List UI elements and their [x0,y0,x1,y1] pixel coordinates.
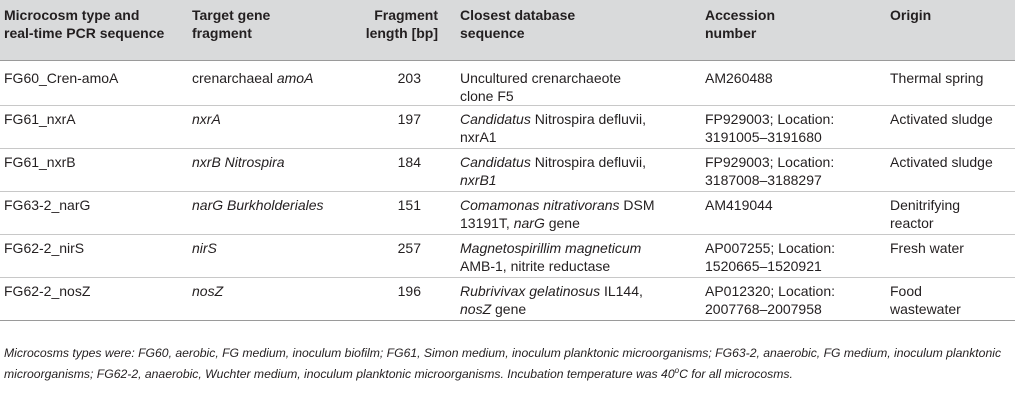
header-closest-sequence: Closest database sequence [460,7,576,41]
table-row [0,234,1015,277]
header-fragment-length: Fragment length [bp] [365,7,438,41]
header-microcosm-type: Microcosm type and real-time PCR sequence [4,7,165,41]
cell-closest: Comamonas nitrativorans DSM 13191T, narG gene [460,196,655,231]
cell-origin: Activated sludge [890,153,993,170]
cell-gene: nxrB Nitrospira [192,153,285,170]
table-footnote: Microcosms types were: FG60, aerobic, FG medium, inoculum biofilm; FG61, Simon medium, inoculum planktonic microorganisms; FG63-2, anaerobic, FG medium, inoculum planktonic microorganisms; FG62-2, anaerobic, Wuchter medium, inoculum planktonic microorganisms. Incubation temperature was 40$^o$C for all microcosms. [4,346,1002,382]
cell-accession: AP007255; Location: 1520665–1520921 [705,239,835,274]
table-row [0,191,1015,234]
cell-accession: AP012320; Location: 2007768–2007958 [705,282,835,317]
cell-length: 197 [397,110,421,127]
table-row [0,105,1015,148]
cell-type: FG62-2_nosZ [4,282,91,299]
cell-accession: FP929003; Location: 3187008–3188297 [705,153,835,188]
table-row [0,148,1015,191]
header-accession-number: Accession number [705,7,776,41]
cell-type: FG61_nxrB [4,153,76,170]
cell-gene: nosZ [192,282,224,299]
cell-origin: Denitrifying reactor [890,196,961,231]
header-target-gene: Target gene fragment [192,7,271,41]
cell-origin: Fresh water [890,239,964,256]
table-row [0,60,1015,105]
cell-closest: Candidatus Nitrospira defluvii, nxrA1 [460,110,646,145]
cell-accession: FP929003; Location: 3191005–3191680 [705,110,835,145]
cell-origin: Thermal spring [890,69,984,86]
cell-type: FG60_Cren-amoA [4,69,119,86]
cell-length: 257 [397,239,421,256]
table-row [0,277,1015,320]
cell-gene: crenarchaeal amoA [192,69,314,86]
cell-gene: nirS [192,239,217,256]
cell-accession: AM419044 [705,196,773,213]
cell-length: 151 [397,196,421,213]
header-origin: Origin [890,7,932,23]
cell-origin: Activated sludge [890,110,993,127]
cell-type: FG63-2_narG [4,196,91,213]
cell-closest: Rubrivivax gelatinosus IL144, nosZ gene [460,282,643,317]
cell-length: 203 [397,69,421,86]
cell-gene: nxrA [192,110,221,127]
cell-gene: narG Burkholderiales [192,196,324,213]
cell-length: 196 [397,282,421,299]
cell-length: 184 [397,153,421,170]
cell-origin: Food wastewater [890,282,961,317]
cell-type: FG61_nxrA [4,110,76,127]
header-row [0,0,1015,60]
cell-closest: Uncultured crenarchaeote clone F5 [460,69,622,104]
cell-closest: Magnetospirillim magneticum AMB-1, nitrite reductase [460,239,642,274]
cell-type: FG62-2_nirS [4,239,85,256]
cell-closest: Candidatus Nitrospira defluvii, nxrB1 [460,153,646,188]
cell-accession: AM260488 [705,69,773,86]
